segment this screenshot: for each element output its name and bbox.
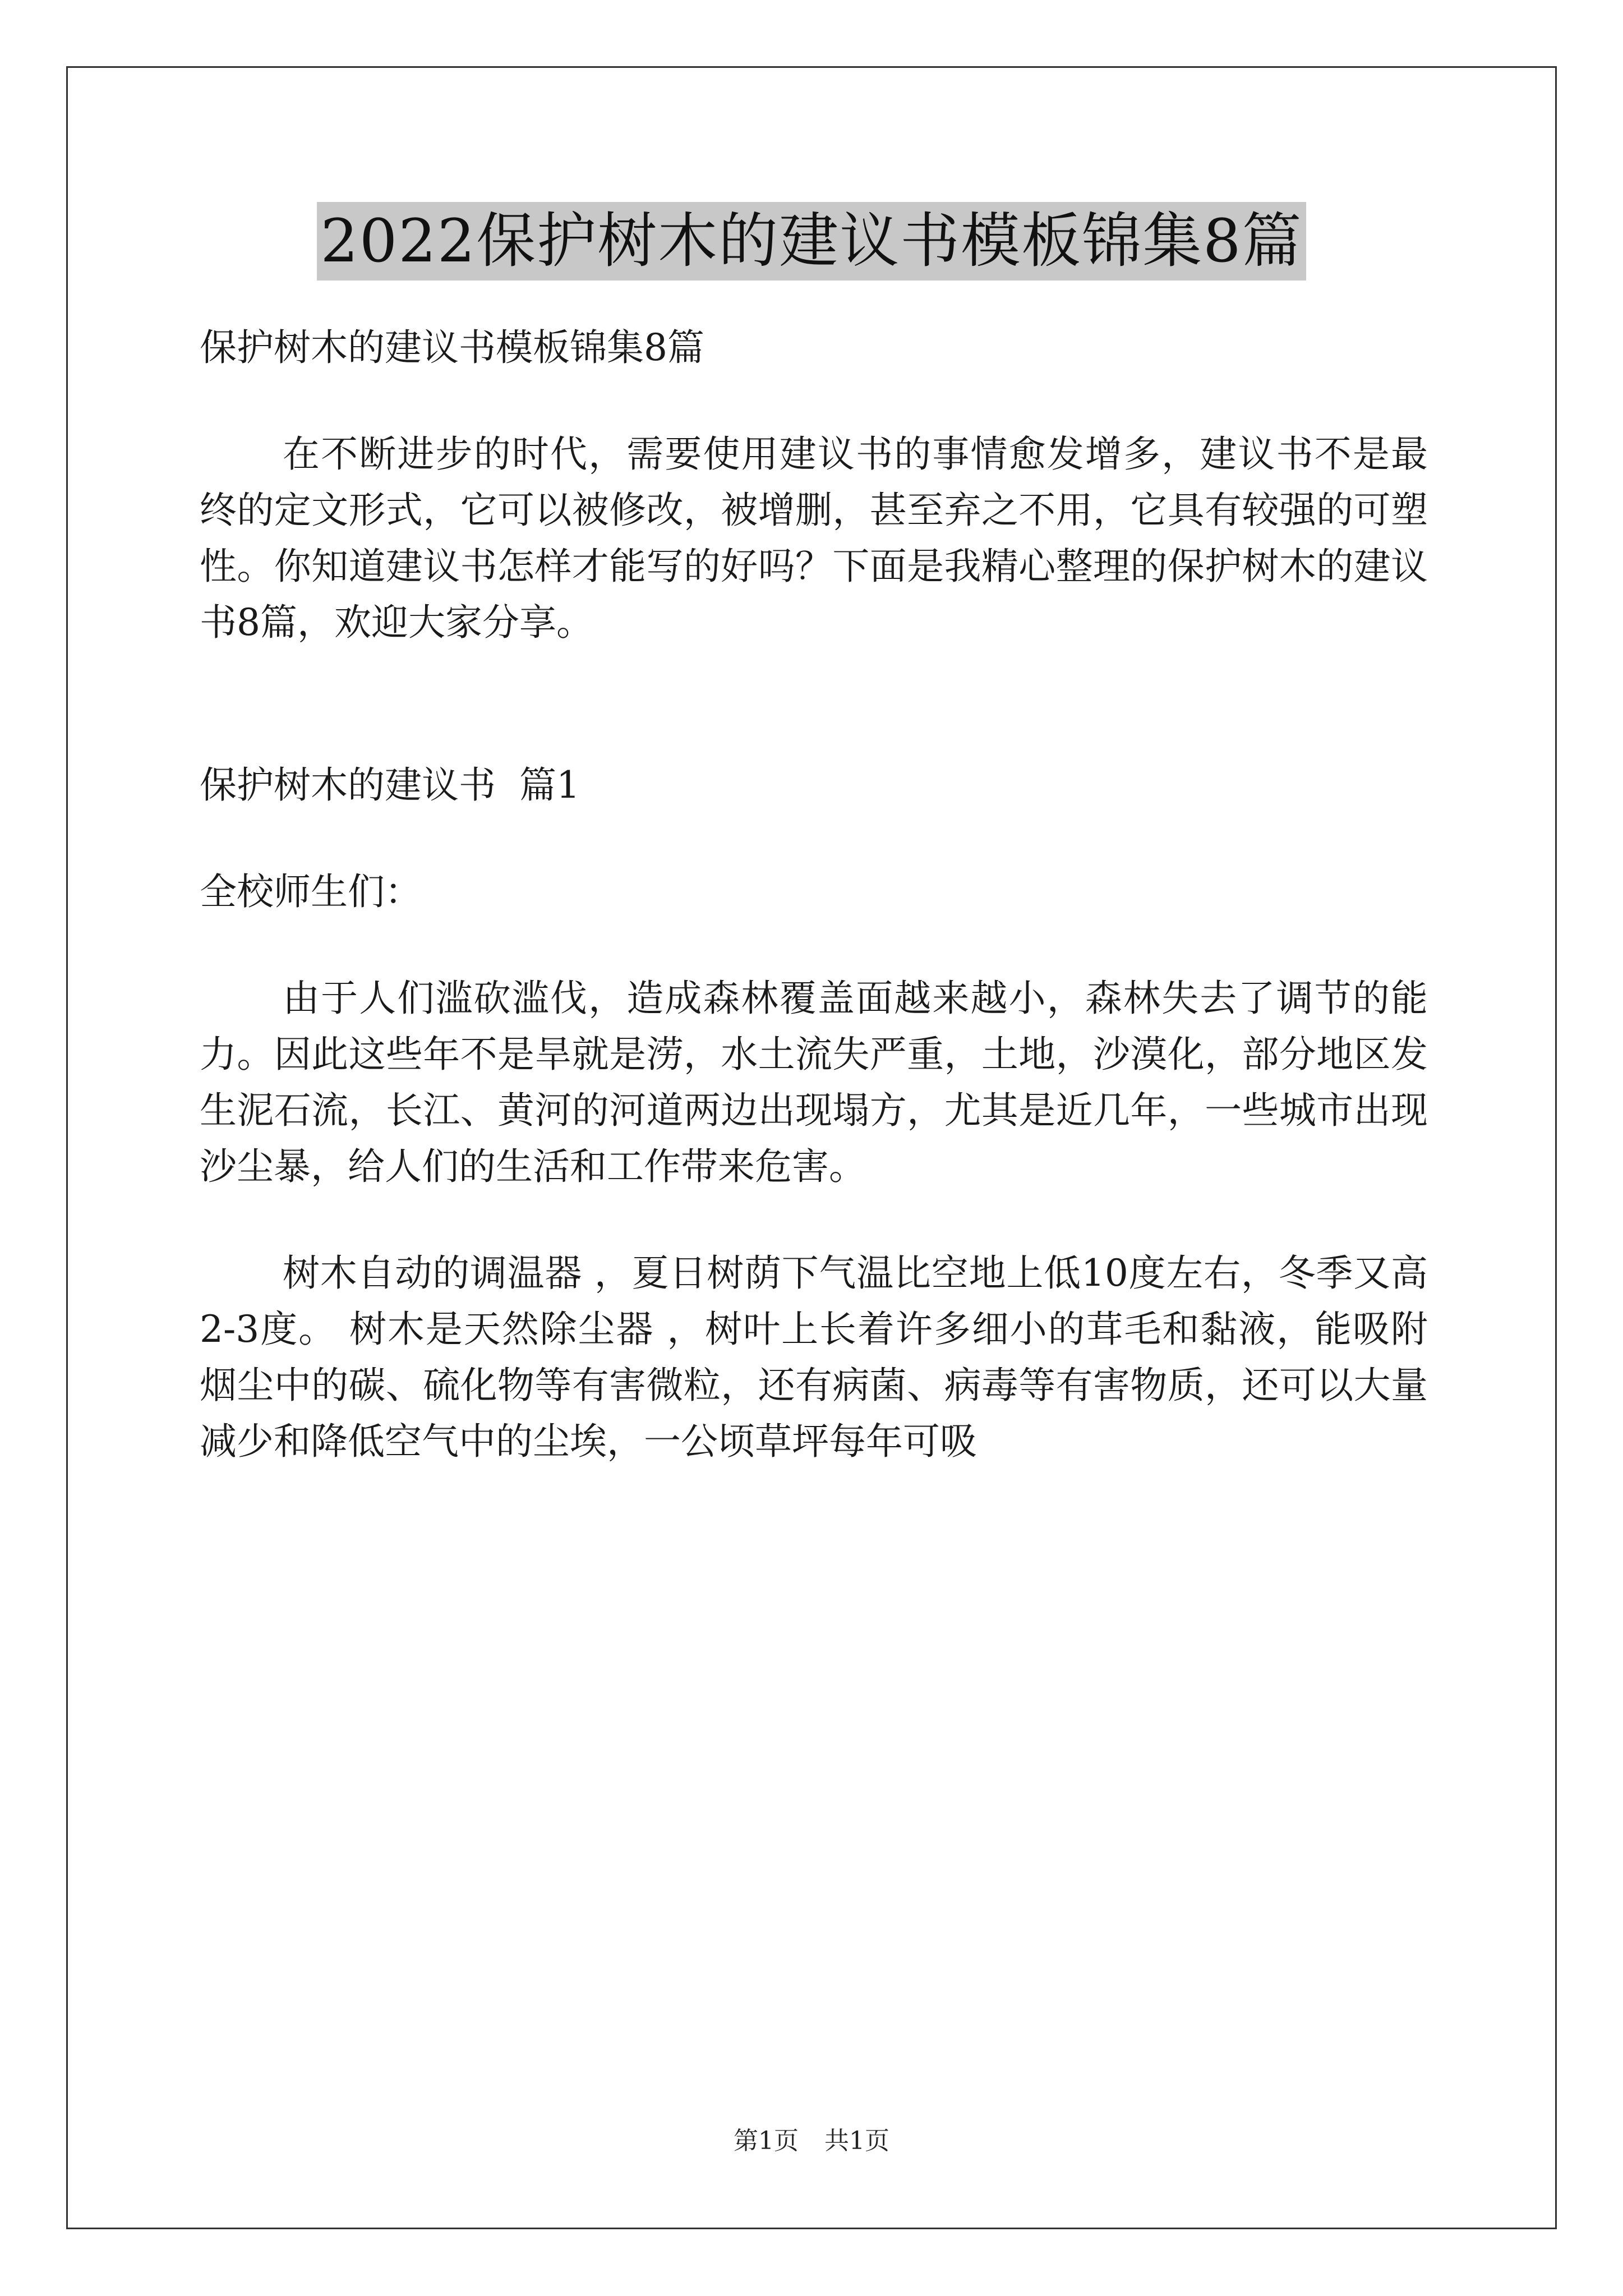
body-paragraph: 由于人们滥砍滥伐，造成森林覆盖面越来越小，森林失去了调节的能力。因此这些年不是旱就是涝，水土流失严重，土地，沙漠化，部分地区发生泥石流，长江、黄河的河道两边出现塌方，尤其是近几年，一些城市出现沙尘暴，给人们的生活和工作带来危害。 [200,977,1428,1188]
document-title: 2022保护树木的建议书模板锦集8篇 [317,202,1306,280]
document-body [200,320,1428,1470]
body-paragraph: 树木自动的调温器 ，夏日树荫下气温比空地上低10度左右，冬季又高2-3度。 树木是天然除尘器 ，树叶上长着许多细小的茸毛和黏液，能吸附烟尘中的碳、硫化物等有害微粒，还有病菌、病毒等有害物质，还可以大量减少和降低空气中的尘埃，一公顷草坪每年可吸 [200,1251,1428,1463]
intro-paragraph: 在不断进步的时代，需要使用建议书的事情愈发增多，建议书不是最终的定文形式，它可以被修改，被增删，甚至弃之不用，它具有较强的可塑性。你知道建议书怎样才能写的好吗？下面是我精心整理的保护树木的建议书8篇，欢迎大家分享。 [200,432,1428,644]
section-heading: 保护树木的建议书 篇1 [200,763,580,807]
document-subtitle: 保护树木的建议书模板锦集8篇 [200,326,704,369]
salutation: 全校师生们： [200,870,422,913]
page-number: 第1页 [734,2127,799,2155]
page-footer [0,2120,1623,2156]
page-total: 共1页 [824,2127,889,2155]
title-container [0,202,1623,280]
